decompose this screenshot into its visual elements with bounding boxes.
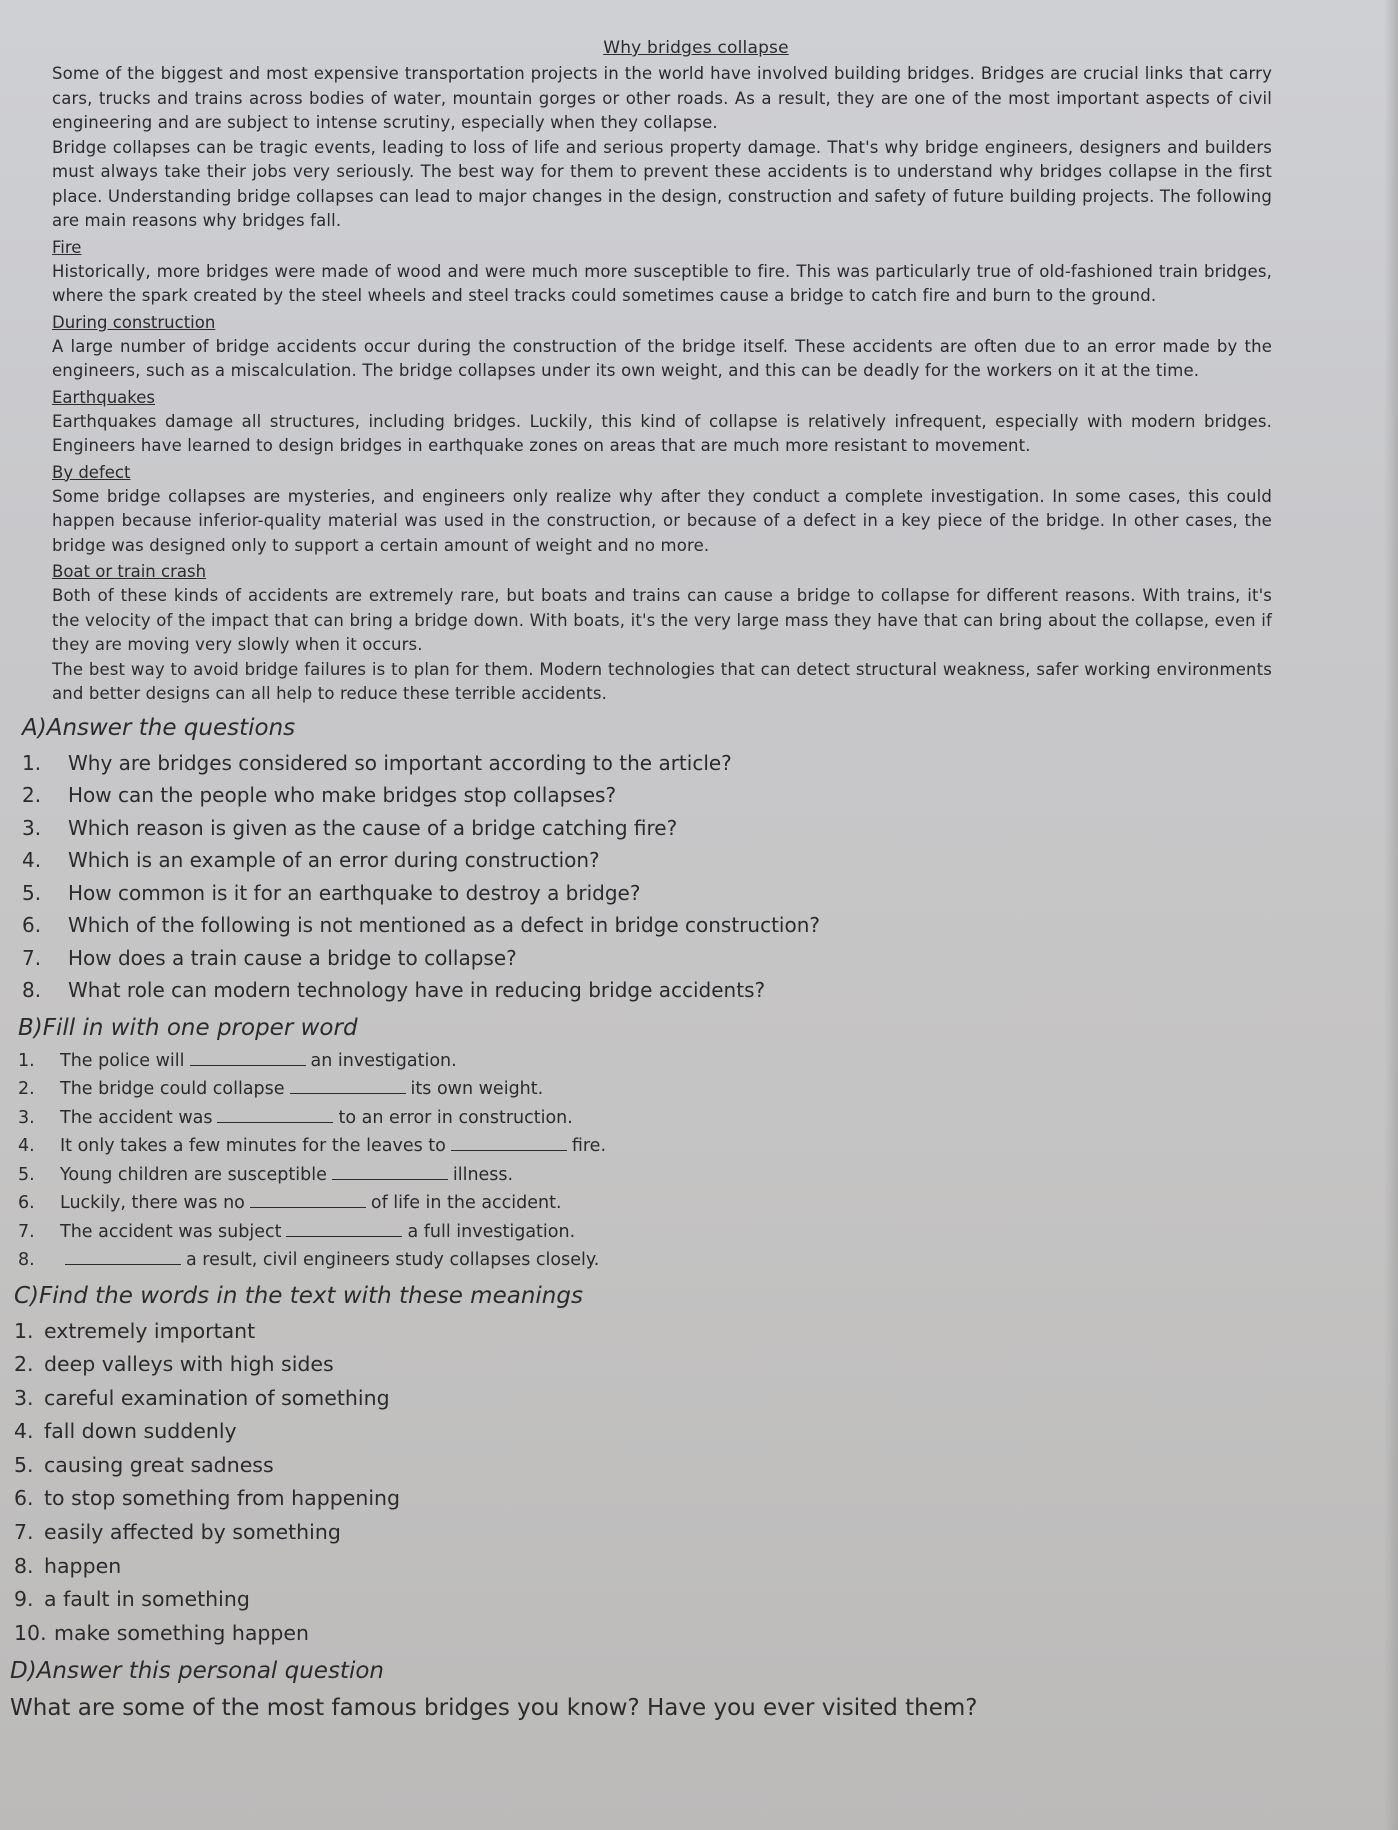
list-item: 9. a fault in something xyxy=(14,1587,250,1612)
list-item: 3. Which reason is given as the cause of a bridge catching fire? xyxy=(22,815,678,840)
page-edge-shadow xyxy=(1384,0,1398,1830)
list-item: 3. The accident was to an error in construction. xyxy=(18,1107,573,1128)
section-heading-crash: Boat or train crash xyxy=(52,562,207,581)
list-item: 5. How common is it for an earthquake to destroy a bridge? xyxy=(22,880,641,905)
part-b-title: B)Fill in with one proper word xyxy=(18,1014,358,1041)
list-item: 6. Which of the following is not mentioned as a defect in bridge construction? xyxy=(22,913,820,937)
list-item: 1. Why are bridges considered so important according to the article? xyxy=(22,750,732,775)
section-text-fire: Historically, more bridges were made of wood and were much more susceptible to fire. This was particularly true of old-fashioned train bridges, where the spark created by the steel wheels and steel tracks could sometimes cause a bridge to catch fire and burn to the ground. xyxy=(52,261,1272,305)
answer-blank[interactable] xyxy=(286,1222,402,1237)
part-a-title: A)Answer the questions xyxy=(22,714,296,741)
section-heading-fire: Fire xyxy=(52,237,82,257)
answer-blank[interactable] xyxy=(332,1165,448,1180)
intro-paragraph-1: Some of the biggest and most expensive transportation projects in the world have involved building bridges. Bridges are crucial links that carry cars, trucks and trains across bodies of water, mountain gorges or other roads. As a result, they are one of the most important aspects of civil engineering and are subject to intense scrutiny, especially when they collapse. xyxy=(52,64,1272,132)
section-text-construction: A large number of bridge accidents occur during the construction of the bridge itself. These accidents are often due to an error made by the engineers, such as a miscalculation. The bridge collapses under its own weight, and this can be deadly for the workers on it at the time. xyxy=(52,336,1272,380)
list-item: 2. The bridge could collapse its own weight. xyxy=(18,1079,544,1099)
article-title: Why bridges collapse xyxy=(603,38,789,58)
list-item: 6. to stop something from happening xyxy=(14,1486,401,1511)
article-body xyxy=(52,62,1272,707)
list-item: 8. happen xyxy=(14,1553,122,1578)
answer-blank[interactable] xyxy=(190,1051,306,1066)
list-item: 5. causing great sadness xyxy=(14,1452,274,1477)
part-d xyxy=(10,1656,1360,1726)
part-c-title: C)Find the words in the text with these meanings xyxy=(14,1282,583,1309)
part-c-items xyxy=(14,1315,1360,1651)
section-heading-construction: During construction xyxy=(52,312,216,332)
part-d-title: D)Answer this personal question xyxy=(10,1658,384,1685)
section-heading-defect: By defect xyxy=(52,462,131,482)
list-item: 3. careful examination of something xyxy=(14,1385,390,1410)
list-item: 4. Which is an example of an error during construction? xyxy=(22,848,600,872)
part-a xyxy=(22,713,1360,1007)
list-item: 4. fall down suddenly xyxy=(14,1419,237,1444)
answer-blank[interactable] xyxy=(290,1079,406,1094)
section-text-defect: Some bridge collapses are mysteries, and engineers only realize why after they conduct a complete investigation. In some cases, this could happen because inferior-quality material was used in the construction, or because of a defect in a key piece of the bridge. In other cases, the bridge was designed only to support a certain amount of weight and no more. xyxy=(52,486,1272,555)
part-c xyxy=(14,1281,1360,1651)
intro-paragraph-2: Bridge collapses can be tragic events, leading to loss of life and serious property damage. That's why bridge engineers, designers and builders must always take their jobs very seriously. The best way for them to prevent these accidents is to understand why bridges collapse in the first place. Understanding bridge collapses can lead to major changes in the design, construction and safety of future building projects. The following are main reasons why bridges fall. xyxy=(52,137,1272,230)
section-text-earthquakes: Earthquakes damage all structures, including bridges. Luckily, this kind of collapse is relatively infrequent, especially with modern bridges. Engineers have learned to design bridges in earthquake zones on areas that are much more resistant to movement. xyxy=(52,411,1272,455)
personal-question: What are some of the most famous bridges you know? Have you ever visited them? xyxy=(10,1695,978,1722)
list-item: 7. easily affected by something xyxy=(14,1520,341,1545)
list-item: 5. Young children are susceptible illness. xyxy=(18,1164,514,1185)
answer-blank[interactable] xyxy=(250,1193,366,1208)
list-item: 6. Luckily, there was no of life in the accident. xyxy=(18,1193,562,1213)
list-item: 1. extremely important xyxy=(14,1318,256,1343)
answer-blank[interactable] xyxy=(65,1250,181,1265)
list-item: 4. It only takes a few minutes for the leaves to fire. xyxy=(18,1136,607,1156)
list-item: 7. The accident was subject a full investigation. xyxy=(18,1221,576,1242)
part-a-questions xyxy=(22,747,1360,1007)
conclusion-paragraph: The best way to avoid bridge failures is to plan for them. Modern technologies that can detect structural weakness, safer working environments and better designs can all help to reduce these terrible accidents. xyxy=(52,659,1272,703)
list-item: 1. The police will an investigation. xyxy=(18,1050,457,1071)
section-text-crash: Both of these kinds of accidents are extremely rare, but boats and trains can cause a bridge to collapse for different reasons. With trains, it's the velocity of the impact that can bring a bridge down. With boats, it's the very large mass they have that can bring about the collapse, even if they are moving very slowly when it occurs. xyxy=(52,586,1272,654)
list-item: 2. deep valleys with high sides xyxy=(14,1352,334,1377)
answer-blank[interactable] xyxy=(217,1108,333,1123)
list-item: 7. How does a train cause a bridge to collapse? xyxy=(22,945,517,970)
list-item: 2. How can the people who make bridges stop collapses? xyxy=(22,783,617,807)
part-b xyxy=(18,1013,1360,1275)
list-item: 10. make something happen xyxy=(14,1620,310,1645)
list-item: 8. What role can modern technology have in reducing bridge accidents? xyxy=(22,978,766,1002)
list-item: 8. a result, civil engineers study collapses closely. xyxy=(18,1250,600,1270)
section-heading-earthquakes: Earthquakes xyxy=(52,387,156,407)
answer-blank[interactable] xyxy=(451,1136,567,1151)
part-b-items xyxy=(18,1047,1360,1275)
